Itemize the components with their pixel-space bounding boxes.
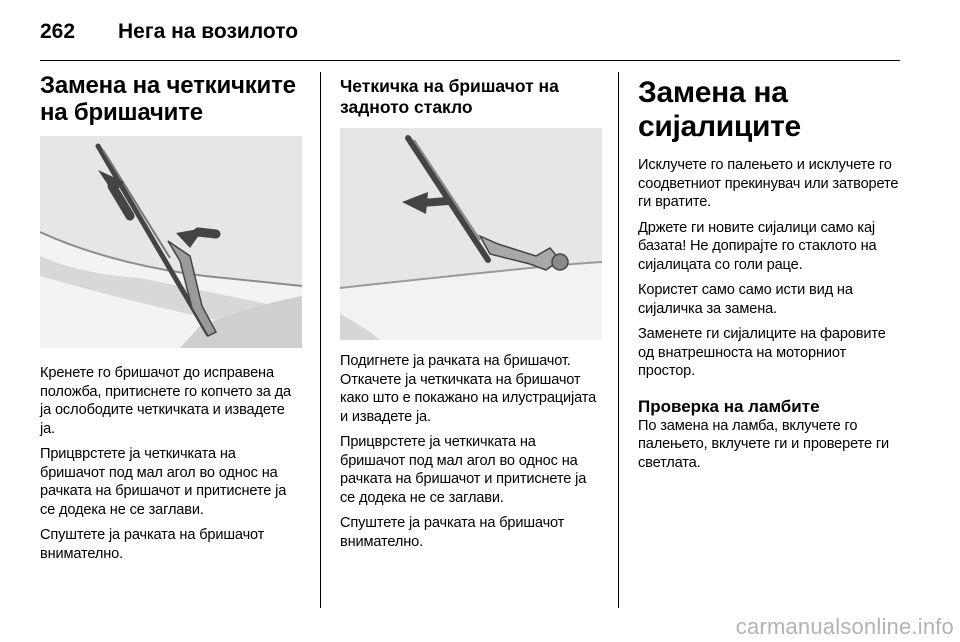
- front-wiper-drawing: [40, 136, 302, 348]
- paragraph: Користет само само исти вид на сијаличка за замена.: [638, 282, 853, 317]
- column-divider-1: [320, 72, 321, 608]
- paragraph: Држете ги новите сијалици само кај базата! Не допирајте го стаклото на сијалицата со голи раце.: [638, 219, 877, 273]
- header-rule: [40, 60, 900, 61]
- paragraph: По замена на ламба, вклучете го палењето, вклучете ги и проверете ги светлата.: [638, 417, 890, 471]
- paragraph: Подигнете ја рачката на бришачот. Откачете ја четкичката на бришачот како што е покажано на илустрацијата и извадете ја.: [340, 353, 597, 425]
- section-heading-front-wiper: Замена на четкичките на бришачите: [40, 72, 296, 126]
- paragraph: Прицврстете ја четкичката на бришачот под мал агол во однос на рачката на бришачот и притиснете ја се додека не се заглави.: [340, 434, 587, 506]
- section-heading-rear-wiper: Четкичка на бришачот на задното стакло: [340, 76, 559, 117]
- page-header: [40, 14, 298, 50]
- paragraph: Спуштете ја рачката на бришачот внимателно.: [340, 515, 565, 550]
- column-divider-2: [618, 72, 619, 608]
- subheading-lamp-check: Проверка на ламбите: [638, 396, 820, 416]
- rear-wiper-illustration: [340, 128, 602, 340]
- paragraph: Кренете го бришачот до исправена положба, притиснете го копчето за да ја ослободите четкичката и извадете ја.: [40, 365, 291, 437]
- paragraph: Заменете ги сијалиците на фаровите од внатрешноста на моторниот простор.: [638, 326, 886, 379]
- section-heading-bulbs: Замена на сијалиците: [638, 76, 801, 143]
- column-front-wiper: [40, 72, 302, 563]
- rear-wiper-drawing: [340, 128, 602, 340]
- paragraph: Спуштете ја рачката на бришачот внимателно.: [40, 527, 265, 562]
- page-number: 262: [40, 20, 76, 43]
- paragraph: Исклучете го палењето и исклучете го соодветниот прекинувач или затворете ги вратите.: [638, 157, 899, 210]
- column-bulb-replacement: [638, 72, 902, 472]
- paragraph: Прицврстете ја четкичката на бришачот под мал агол во однос на рачката на бришачот и притиснете ја се додека не се заглави.: [40, 446, 287, 518]
- watermark: carmanualsonline.info: [735, 614, 954, 639]
- front-wiper-illustration: [40, 136, 302, 348]
- column-rear-wiper: [340, 72, 602, 551]
- running-title: Нега на возилото: [118, 20, 299, 43]
